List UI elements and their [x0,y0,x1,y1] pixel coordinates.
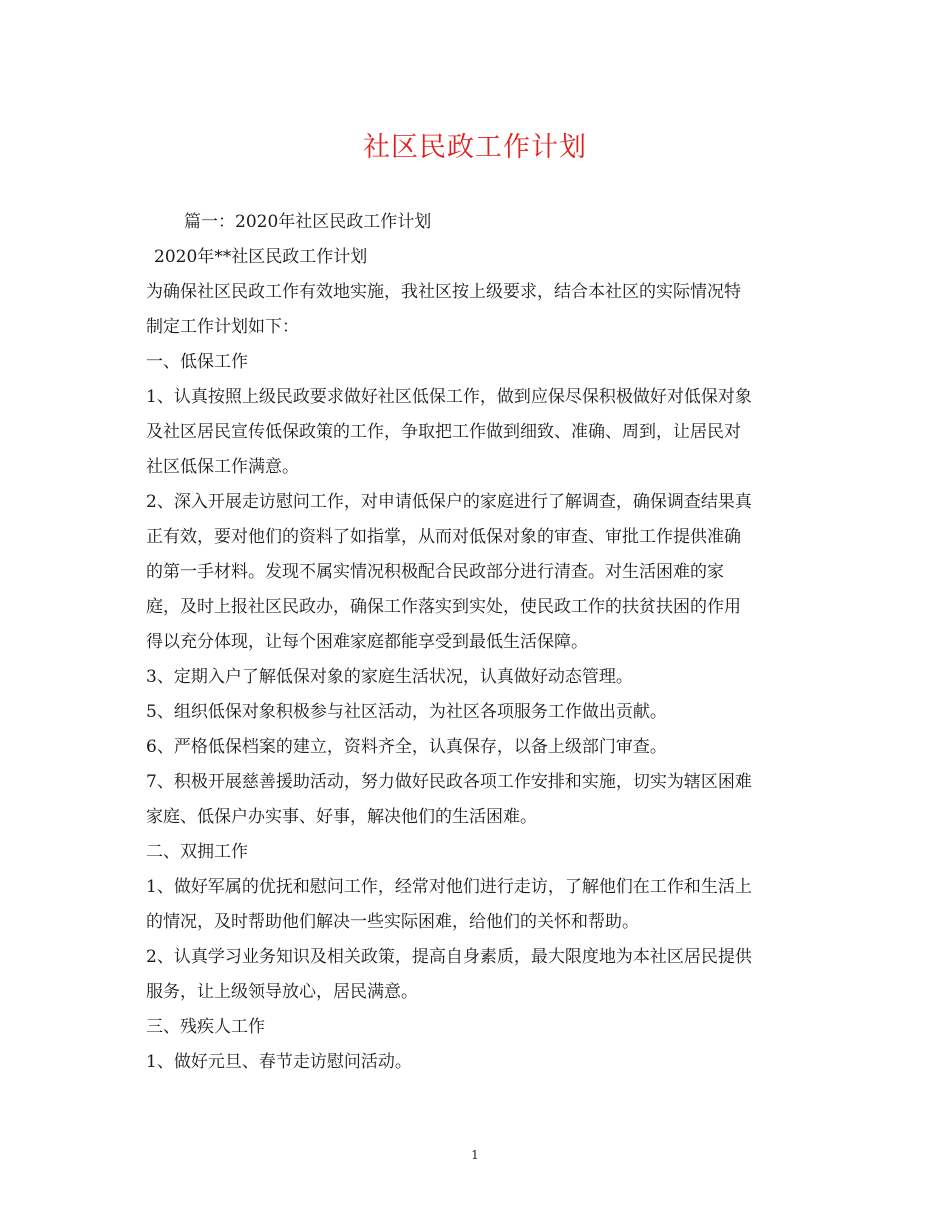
paragraph-line: 服务，让上级领导放心，居民满意。 [146,982,418,1002]
section-heading: 一、低保工作 [146,352,248,372]
paragraph-line: 5、组织低保对象积极参与社区活动，为社区各项服务工作做出贡献。 [146,702,667,722]
document-title: 社区民政工作计划 [363,132,587,163]
paragraph-line: 的情况，及时帮助他们解决一些实际困难，给他们的关怀和帮助。 [146,912,639,932]
paragraph-line: 社区低保工作满意。 [146,457,299,477]
section-heading: 三、残疾人工作 [146,1017,265,1037]
paragraph-line: 为确保社区民政工作有效地实施，我社区按上级要求，结合本社区的实际情况特 [146,282,741,302]
paragraph-line: 2、深入开展走访慰问工作，对申请低保户的家庭进行了解调查，确保调查结果真 [146,492,752,512]
paragraph-line: 6、严格低保档案的建立，资料齐全，认真保存，以备上级部门审查。 [146,737,667,757]
paragraph-line: 正有效，要对他们的资料了如指掌，从而对低保对象的审查、审批工作提供准确 [146,527,741,547]
paragraph-line: 1、做好军属的优抚和慰问工作，经常对他们进行走访，了解他们在工作和生活上 [146,877,752,897]
paragraph-line: 2020年**社区民政工作计划 [154,247,368,267]
paragraph-line: 1、认真按照上级民政要求做好社区低保工作，做到应保尽保积极做好对低保对象 [146,387,752,407]
paragraph-line: 的第一手材料。发现不属实情况积极配合民政部分进行清查。对生活困难的家 [146,562,724,582]
paragraph-line: 家庭、低保户办实事、好事，解决他们的生活困难。 [146,807,537,827]
paragraph-line: 及社区居民宣传低保政策的工作，争取把工作做到细致、准确、周到，让居民对 [146,422,741,442]
paragraph-line: 2、认真学习业务知识及相关政策，提高自身素质，最大限度地为本社区居民提供 [146,947,752,967]
paragraph-line: 制定工作计划如下： [146,317,299,337]
paragraph-line: 篇一：2020年社区民政工作计划 [184,212,432,232]
paragraph-line: 7、积极开展慈善援助活动，努力做好民政各项工作安排和实施，切实为辖区困难 [146,772,752,792]
document-body [146,205,816,1080]
section-heading: 二、双拥工作 [146,842,248,862]
paragraph-line: 1、做好元旦、春节走访慰问活动。 [146,1052,412,1072]
paragraph-line: 得以充分体现，让每个困难家庭都能享受到最低生活保障。 [146,632,588,652]
paragraph-line: 3、定期入户了解低保对象的家庭生活状况，认真做好动态管理。 [146,667,633,687]
paragraph-line: 庭，及时上报社区民政办，确保工作落实到实处，使民政工作的扶贫扶困的作用 [146,597,741,617]
page-number: 1 [471,1148,479,1162]
